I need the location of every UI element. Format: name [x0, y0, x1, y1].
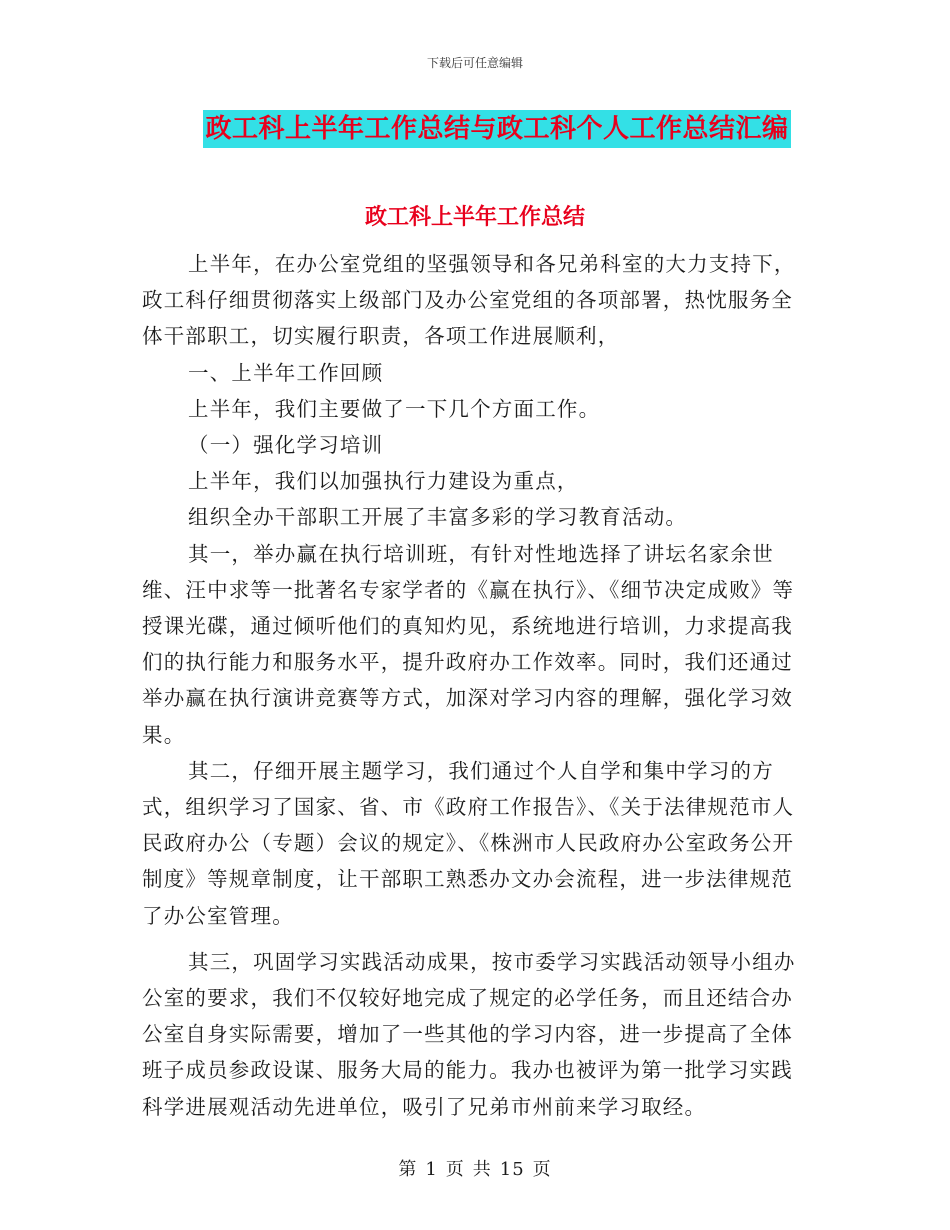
paragraph-activities: 组织全办干部职工开展了丰富多彩的学习教育活动。 — [188, 505, 688, 530]
footer-mid1: 页 — [445, 1159, 465, 1180]
main-title: 政工科上半年工作总结与政工科个人工作总结汇编 — [203, 110, 790, 148]
paragraph-intro: 上半年，在办公室党组的坚强领导和各兄弟科室的大力支持下，政工科仔细贯彻落实上级部门及办公室党组的各项部署，热忱服务全体干部职工，切实履行职责，各项工作进展顺利， — [142, 252, 796, 349]
footer-total-pages: 15 — [499, 1159, 525, 1180]
footer-suffix: 页 — [532, 1159, 552, 1180]
paragraph-first: 其一，举办赢在执行培训班，有针对性地选择了讲坛名家余世维、汪中求等一批著名专家学者的《赢在执行》、《细节决定成败》等授课光碟，通过倾听他们的真知灼见，系统地进行培训，力求提高我们的执行能力和服务水平，提升政府办工作效率。同时，我们还通过举办赢在执行演讲竞赛等方式，加深对学习内容的理解，强化学习效果。 — [142, 541, 795, 747]
paragraph-focus: 上半年，我们以加强执行力建设为重点， — [188, 469, 579, 494]
footer-mid2: 共 — [472, 1159, 492, 1180]
main-title-wrap — [0, 110, 950, 148]
document-body — [142, 246, 814, 1125]
footer-page-number: 1 — [425, 1159, 438, 1180]
paragraph-summary: 上半年，我们主要做了一下几个方面工作。 — [188, 396, 601, 421]
section-title: 政工科上半年工作总结 — [364, 204, 585, 230]
footer-prefix: 第 — [398, 1159, 418, 1180]
heading-review: 一、上半年工作回顾 — [188, 360, 384, 385]
paragraph-second: 其二，仔细开展主题学习，我们通过个人自学和集中学习的方式，组织学习了国家、省、市《政府工作报告》、《关于法律规范市人民政府办公（专题）会议的规定》、《株洲市人民政府办公室政务公开制度》等规章制度，让干部职工熟悉办文办会流程，进一步法律规范了办公室管理。 — [142, 758, 795, 928]
subheading-training: （一）强化学习培训 — [188, 433, 384, 458]
header-note: 下载后可任意编辑 — [426, 56, 523, 70]
page-footer — [0, 1155, 950, 1181]
paragraph-third: 其三，巩固学习实践活动成果，按市委学习实践活动领导小组办公室的要求，我们不仅较好地完成了规定的必学任务，而且还结合办公室自身实际需要，增加了一些其他的学习内容，进一步提高了全体班子成员参政设谋、服务大局的能力。我办也被评为第一批学习实践科学进展观活动先进单位，吸引了兄弟市州前来学习取经。 — [142, 949, 796, 1119]
